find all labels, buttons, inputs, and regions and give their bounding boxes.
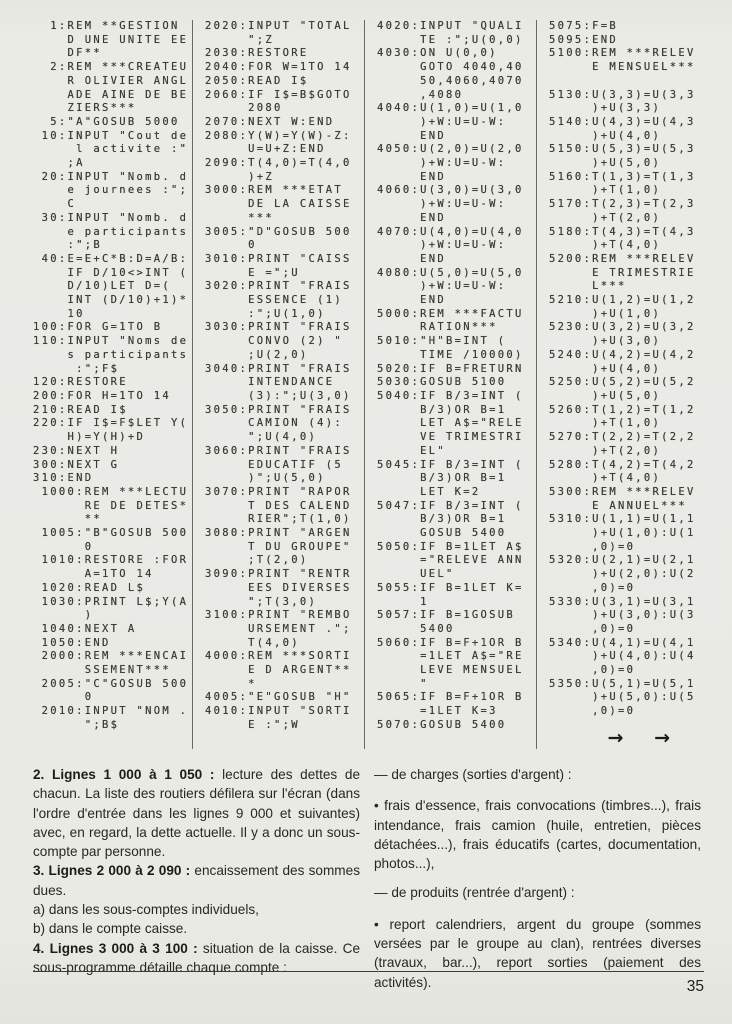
- code-line: 200:FOR H=1TO 14: [33, 389, 171, 402]
- code-line: H)=Y(H)+D: [33, 431, 146, 444]
- code-line: 3005:"D"GOSUB 500: [205, 225, 352, 238]
- note-paragraph: — de produits (rentrée d'argent) :: [374, 885, 575, 901]
- code-line: 100:FOR G=1TO B: [33, 321, 163, 334]
- code-line: 50,4060,4070: [377, 74, 524, 87]
- code-line: END: [377, 170, 446, 183]
- code-line: URSEMENT .";: [205, 622, 352, 635]
- code-line: ;T(2,0): [205, 554, 309, 567]
- code-line: 5047:IF B/3=INT (: [377, 499, 524, 512]
- code-line: 1040:NEXT A: [33, 622, 137, 635]
- page-number: 35: [686, 978, 704, 995]
- code-line: ,4080: [377, 88, 464, 101]
- explanatory-notes: [33, 765, 701, 1002]
- code-line: 1:REM **GESTION: [33, 20, 180, 32]
- code-line: 2040:FOR W=1TO 14: [205, 61, 352, 74]
- code-line: EDUCATIF (5: [205, 458, 343, 471]
- code-line: 3030:PRINT "FRAIS: [205, 321, 352, 334]
- code-line: 5260:T(1,2)=T(1,2: [549, 403, 696, 416]
- code-line: 40:E=E+C*B:D=A/B:: [33, 252, 189, 265]
- code-line: 4020:INPUT "QUALI: [377, 20, 524, 32]
- code-line: 5030:GOSUB 5100: [377, 376, 507, 389]
- code-line: 5210:U(1,2)=U(1,2: [549, 294, 696, 307]
- code-line: ESSENCE (1): [205, 294, 343, 307]
- code-line: 120:RESTORE: [33, 376, 128, 389]
- code-line: 5100:REM ***RELEV: [549, 47, 696, 60]
- code-line: ";T(3,0): [205, 595, 318, 608]
- code-line: )+T(1,0): [549, 417, 662, 430]
- code-line: 5270:T(2,2)=T(2,2: [549, 431, 696, 444]
- code-line: :";U(1,0): [205, 307, 326, 320]
- code-line: 5250:U(5,2)=U(5,2: [549, 376, 696, 389]
- code-line: 3080:PRINT "ARGEN: [205, 527, 352, 540]
- code-line: CONVO (2) ": [205, 335, 343, 348]
- code-line: 5400: [377, 622, 455, 635]
- code-line: :";F$: [33, 362, 120, 375]
- code-line: 5075:F=B: [549, 20, 618, 32]
- code-line: RIER";T(1,0): [205, 513, 352, 526]
- code-line: 1000:REM ***LECTU: [33, 485, 189, 498]
- code-line: )+U(5,0): [549, 157, 662, 170]
- code-line: 5170:T(2,3)=T(2,3: [549, 198, 696, 211]
- code-line: 2080:Y(W)=Y(W)-Z:: [205, 129, 352, 142]
- code-line: T(4,0): [205, 636, 300, 649]
- notes-left: [33, 765, 360, 1002]
- code-line: ,0)=0: [549, 540, 636, 553]
- code-line: 110:INPUT "Noms de: [33, 335, 189, 348]
- code-line: CAMION (4):: [205, 417, 343, 430]
- code-line: 5310:U(1,1)=U(1,1: [549, 513, 696, 526]
- code-line: ): [33, 609, 94, 622]
- code-line: [549, 75, 700, 89]
- code-line: ,0)=0: [549, 664, 636, 677]
- code-line: END: [377, 252, 446, 265]
- code-line: 3060:PRINT "FRAIS: [205, 444, 352, 457]
- code-line: 2005:"C"GOSUB 500: [33, 677, 189, 690]
- code-line: 30:INPUT "Nomb. d: [33, 211, 189, 224]
- code-line: )+W:U=U-W:: [377, 280, 507, 293]
- code-line: ,0)=0: [549, 705, 636, 718]
- code-line: 5240:U(4,2)=U(4,2: [549, 348, 696, 361]
- code-column-2: [192, 20, 364, 749]
- code-line: 2010:INPUT "NOM .: [33, 705, 189, 718]
- code-line: ADE AINE DE BE: [33, 88, 189, 101]
- code-line: 1020:READ L$: [33, 581, 146, 594]
- code-line: 5020:IF B=FRETURN: [377, 362, 524, 375]
- code-line: 3000:REM ***ETAT: [205, 184, 343, 197]
- code-line: 220:IF I$=F$LET Y(: [33, 417, 189, 430]
- footer-rule: [33, 971, 704, 972]
- code-line: 2070:NEXT W:END: [205, 115, 335, 128]
- code-line: ": [377, 677, 429, 690]
- code-line: U=U+Z:END: [205, 143, 326, 156]
- code-line: 2050:READ I$: [205, 74, 309, 87]
- code-line: 4005:"E"GOSUB "H": [205, 691, 352, 704]
- code-line: UEL": [377, 568, 455, 581]
- code-line: 5340:U(4,1)=U(4,1: [549, 636, 696, 649]
- code-line: )+W:U=U-W:: [377, 198, 507, 211]
- notes-right: [374, 765, 701, 1002]
- code-line: 3100:PRINT "REMBO: [205, 609, 352, 622]
- code-line: s participants: [33, 348, 189, 361]
- code-column-3: [364, 20, 536, 749]
- code-line: DF**: [33, 47, 102, 60]
- code-line: 5130:U(3,3)=U(3,3: [549, 88, 696, 101]
- code-line: 5230:U(3,2)=U(3,2: [549, 321, 696, 334]
- code-line: 1: [377, 595, 429, 608]
- code-line: )+T(1,0): [549, 184, 662, 197]
- code-line: 4070:U(4,0)=U(4,0: [377, 225, 524, 238]
- code-line: ***: [205, 211, 274, 224]
- code-line: :";B: [33, 239, 102, 252]
- code-line: 3050:PRINT "FRAIS: [205, 403, 352, 416]
- code-line: 2090:T(4,0)=T(4,0: [205, 157, 352, 170]
- code-line: B/3)OR B=1: [377, 472, 507, 485]
- code-line: E TRIMESTRIE: [549, 266, 696, 279]
- note-paragraph: • frais d'essence, frais convocations (timbres...), frais intendance, frais camion (huile, entretien, pièces détachées...), frais éducatifs (cartes, documentation, photos...),: [374, 798, 701, 872]
- code-line: EL": [377, 444, 446, 457]
- code-line: 300:NEXT G: [33, 458, 120, 471]
- code-line: 4010:INPUT "SORTI: [205, 705, 352, 718]
- code-line: 0: [33, 540, 94, 553]
- code-line: 5060:IF B=F+1OR B: [377, 636, 524, 649]
- code-line: ="RELEVE ANN: [377, 554, 524, 567]
- code-line: 2:REM ***CREATEU: [33, 61, 189, 74]
- code-line: )+U(3,0): [549, 335, 662, 348]
- code-line: ZIERS***: [33, 102, 137, 115]
- code-line: B/3)OR B=1: [377, 513, 507, 526]
- code-line: 210:READ I$: [33, 403, 128, 416]
- code-line: RATION***: [377, 321, 498, 334]
- code-line: 5150:U(5,3)=U(5,3: [549, 143, 696, 156]
- code-line: )+U(2,0):U(2: [549, 568, 696, 581]
- code-line: 5055:IF B=1LET K=: [377, 581, 524, 594]
- code-line: **: [33, 513, 102, 526]
- code-line: INT (D/10)+1)*: [33, 294, 189, 307]
- code-line: )+U(5,0):U(5: [549, 691, 696, 704]
- code-line: 5140:U(4,3)=U(4,3: [549, 115, 696, 128]
- code-line: GOTO 4040,40: [377, 61, 524, 74]
- code-line: 5057:IF B=1GOSUB: [377, 609, 515, 622]
- code-line: D/10)LET D=(: [33, 280, 171, 293]
- code-line: LET K=2: [377, 485, 481, 498]
- code-line: TE :";U(0,0): [377, 33, 524, 46]
- code-line: )+Z: [205, 170, 274, 183]
- code-line: TIME /10000): [377, 348, 524, 361]
- code-line: END: [377, 211, 446, 224]
- code-line: 5350:U(5,1)=U(5,1: [549, 677, 696, 690]
- code-line: (3):";U(3,0): [205, 389, 352, 402]
- code-line: =1LET K=3: [377, 705, 498, 718]
- code-line: END: [377, 294, 446, 307]
- code-line: )+U(4,0):U(4: [549, 650, 696, 663]
- code-line: 5095:END: [549, 33, 618, 46]
- code-line: 2030:RESTORE: [205, 47, 309, 60]
- code-line: 5200:REM ***RELEV: [549, 252, 696, 265]
- code-column-4: [536, 20, 708, 749]
- code-line: IF D/10<>INT (: [33, 266, 189, 279]
- code-line: )+T(4,0): [549, 239, 662, 252]
- note-paragraph: — de charges (sorties d'argent) :: [374, 767, 572, 782]
- code-line: R OLIVIER ANGL: [33, 74, 189, 87]
- code-line: 5010:"H"B=INT (: [377, 335, 507, 348]
- code-line: )+T(2,0): [549, 444, 662, 457]
- code-line: RE DE DETES*: [33, 499, 189, 512]
- code-line: 1005:"B"GOSUB 500: [33, 527, 189, 540]
- code-line: l activite :": [33, 143, 189, 156]
- code-line: 3040:PRINT "FRAIS: [205, 362, 352, 375]
- code-line: 5050:IF B=1LET A$: [377, 540, 524, 553]
- code-line: 310:END: [33, 472, 94, 485]
- code-line: 10:INPUT "Cout de: [33, 129, 189, 142]
- code-column-4-lines: [549, 20, 700, 719]
- code-line: GOSUB 5400: [377, 527, 507, 540]
- code-line: LEVE MENSUEL: [377, 664, 524, 677]
- code-line: B/3)OR B=1: [377, 403, 507, 416]
- code-line: EES DIVERSES: [205, 581, 352, 594]
- code-line: )+U(4,0): [549, 129, 662, 142]
- note-lead: 3. Lignes 2 000 à 2 090 :: [33, 863, 191, 879]
- code-line: T DES CALEND: [205, 499, 352, 512]
- code-line: 5065:IF B=F+1OR B: [377, 691, 524, 704]
- code-line: 5070:GOSUB 5400: [377, 718, 507, 731]
- code-line: L***: [549, 280, 627, 293]
- code-line: 5160:T(1,3)=T(1,3: [549, 170, 696, 183]
- code-line: )+W:U=U-W:: [377, 115, 507, 128]
- code-line: 10: [33, 307, 85, 320]
- code-line: )+W:U=U-W:: [377, 239, 507, 252]
- code-line: 5:"A"GOSUB 5000: [33, 115, 180, 128]
- code-line: 2060:IF I$=B$GOTO: [205, 88, 352, 101]
- code-line: E ANNUEL***: [549, 499, 687, 512]
- code-column-1: [33, 20, 192, 749]
- code-line: INTENDANCE: [205, 376, 335, 389]
- code-line: 5330:U(3,1)=U(3,1: [549, 595, 696, 608]
- code-line: 3020:PRINT "FRAIS: [205, 280, 352, 293]
- code-line: 5300:REM ***RELEV: [549, 485, 696, 498]
- note-paragraph: b) dans le compte caisse.: [33, 921, 188, 937]
- code-line: 1050:END: [33, 636, 111, 649]
- code-line: 4060:U(3,0)=U(3,0: [377, 184, 524, 197]
- code-line: *: [205, 677, 257, 690]
- code-line: =1LET A$="RE: [377, 650, 524, 663]
- code-line: 1030:PRINT L$;Y(A: [33, 595, 189, 608]
- code-line: 4030:ON U(0,0): [377, 47, 498, 60]
- note-lead: 2. Lignes 1 000 à 1 050 :: [33, 767, 215, 782]
- code-line: DE LA CAISSE: [205, 198, 352, 211]
- note-paragraph: 4. Lignes 3 000 à 3 100 : situation de la caisse. Ce sous-programme détaille chaque compte :: [33, 940, 361, 975]
- note-paragraph: 2. Lignes 1 000 à 1 050 : lecture des dettes de chacun. La liste des routiers défilera sur l'écran (dans l'ordre d'entrée dans les lignes 9 000 et suivantes) avec, en regard, la dette actuelle. Il y a donc un sous-compte par personne.: [33, 767, 360, 860]
- code-line: ";Z: [205, 33, 274, 46]
- code-line: 3010:PRINT "CAISS: [205, 252, 352, 265]
- note-paragraph: a) dans les sous-comptes individuels,: [33, 902, 259, 918]
- code-line: )+U(5,0): [549, 389, 662, 402]
- code-line: ,0)=0: [549, 622, 636, 635]
- code-line: 2080: [205, 102, 283, 115]
- code-line: VE TRIMESTRI: [377, 431, 524, 444]
- code-line: 2000:REM ***ENCAI: [33, 650, 189, 663]
- code-line: )+T(2,0): [549, 211, 662, 224]
- code-line: E MENSUEL***: [549, 61, 696, 74]
- code-line: 5045:IF B/3=INT (: [377, 458, 524, 471]
- code-line: 5180:T(4,3)=T(4,3: [549, 225, 696, 238]
- code-line: ;A: [33, 157, 85, 170]
- code-line: 4080:U(5,0)=U(5,0: [377, 266, 524, 279]
- note-paragraph: 3. Lignes 2 000 à 2 090 : encaissement des sommes dues.: [33, 863, 360, 898]
- code-line: LET A$="RELE: [377, 417, 524, 430]
- code-line: )+U(1,0): [549, 307, 662, 320]
- code-line: 5000:REM ***FACTU: [377, 307, 524, 320]
- code-line: 2020:INPUT "TOTAL: [205, 20, 352, 32]
- code-line: E =";U: [205, 266, 300, 279]
- code-line: D UNE UNITE EE: [33, 33, 189, 46]
- code-line: )+W:U=U-W:: [377, 157, 507, 170]
- code-line: )+U(3,3): [549, 102, 662, 115]
- code-line: T DU GROUPE": [205, 540, 352, 553]
- code-line: 0: [33, 691, 94, 704]
- code-line: ,0)=0: [549, 581, 636, 594]
- code-line: )+U(1,0):U(1: [549, 527, 696, 540]
- code-line: 20:INPUT "Nomb. d: [33, 170, 189, 183]
- code-line: ";U(4,0): [205, 431, 318, 444]
- code-line: 1010:RESTORE :FOR: [33, 554, 189, 567]
- code-line: e journees :";: [33, 184, 189, 197]
- code-line: C: [33, 198, 77, 211]
- code-line: E :";W: [205, 718, 300, 731]
- code-line: 5040:IF B/3=INT (: [377, 389, 524, 402]
- code-line: 0: [205, 239, 257, 252]
- code-line: ";B$: [33, 718, 120, 731]
- code-line: 4050:U(2,0)=U(2,0: [377, 143, 524, 156]
- note-paragraph: • report calendriers, argent du groupe (sommes versées par le groupe au clan), rentrées diverses (travaux, bar...), report sorties (paiement des activités).: [374, 916, 701, 990]
- continuation-arrows-icon: → →: [607, 726, 682, 749]
- code-line: SSEMENT***: [33, 664, 171, 677]
- note-lead: 4. Lignes 3 000 à 3 100 :: [33, 940, 198, 956]
- code-line: 4040:U(1,0)=U(1,0: [377, 102, 524, 115]
- code-line: 4000:REM ***SORTI: [205, 650, 352, 663]
- code-line: END: [377, 129, 446, 142]
- code-line: )";U(5,0): [205, 472, 326, 485]
- code-line: 5320:U(2,1)=U(2,1: [549, 554, 696, 567]
- code-line: )+T(4,0): [549, 472, 662, 485]
- code-line: 3070:PRINT "RAPOR: [205, 485, 352, 498]
- code-line: )+U(3,0):U(3: [549, 609, 696, 622]
- code-line: e participants: [33, 225, 189, 238]
- code-line: E D ARGENT**: [205, 664, 352, 677]
- code-line: 5280:T(4,2)=T(4,2: [549, 458, 696, 471]
- code-line: 230:NEXT H: [33, 444, 120, 457]
- code-line: A=1TO 14: [33, 568, 154, 581]
- code-line: )+U(4,0): [549, 362, 662, 375]
- code-line: 3090:PRINT "RENTR: [205, 568, 352, 581]
- page-footer: [33, 971, 704, 996]
- code-line: ;U(2,0): [205, 348, 309, 361]
